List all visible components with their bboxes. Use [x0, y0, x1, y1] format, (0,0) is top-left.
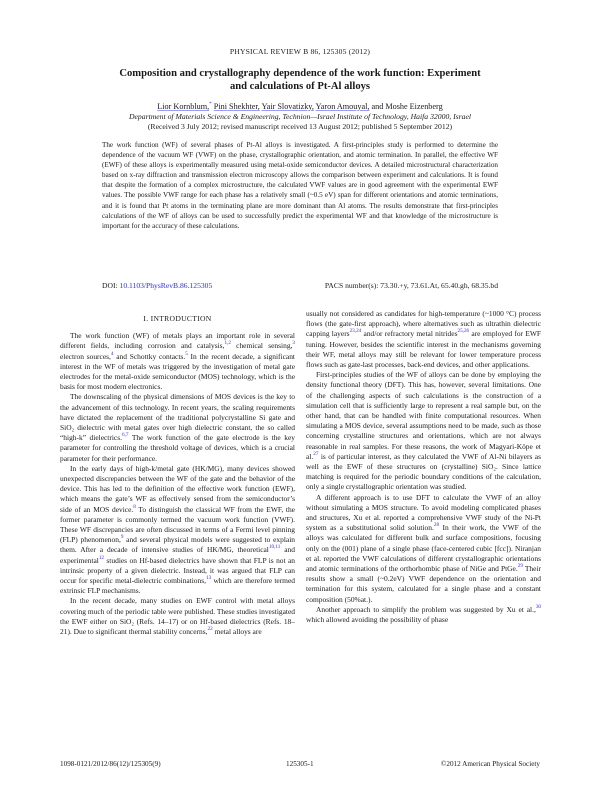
citation[interactable]: 9	[120, 534, 124, 541]
abstract: The work function (WF) of several phases of Pt-Al alloys is investigated. A first-principles study is performed to determine the dependence of the vacuum WF (VWF) on the phase, crystallographic orientation, and atomic termination. In parallel, the effective WF (EWF) of these alloys is experimentally measured using metal-oxide semiconductor devices. A detailed microstructural characterization based on x-ray diffraction and transmission electron microscopy allows the comparison between experiment and calculations. It is found that despite the formation of a complex microstructure, the calculated VWF values are in good agreement with the experimental EWF values. The possible VWF range for each phase has a relatively small (~0.5 eV) span for different orientations and atomic terminations, and it is found that Pt atoms in the terminating plane are more dominant than Al atoms. The results demonstrate that first-principles calculations of the WF of alloys can be used to successfully predict the experimental WF and that knowledge of the microstructure is important for the accuracy of these calculations.	[102, 141, 498, 230]
author-name[interactable]: Pini Shekhter,	[213, 102, 260, 111]
author-name[interactable]: Lior Kornblum,	[157, 102, 210, 111]
copyright: ©2012 American Physical Society	[440, 760, 540, 768]
author-name[interactable]: Yair Slovatizky,	[261, 102, 314, 111]
citation[interactable]: 5	[185, 350, 188, 357]
citation[interactable]: 30	[535, 603, 541, 610]
citation[interactable]: 28	[433, 522, 440, 529]
author-mark[interactable]: *	[209, 101, 212, 107]
citation[interactable]: 29	[517, 563, 523, 570]
doi-link[interactable]: 10.1103/PhysRevB.86.125305	[119, 281, 213, 290]
title-line-2: and calculations of Pt-Al alloys	[229, 81, 371, 92]
paragraph: The work function (WF) of metals plays an important role in several different fields, including corrosion and catalysis,$^{1,2}$ chemical sensing,$^3$ electron sources,$^4$ and Schottky contacts.$^5$ In the recent decade, a significant interest in the WF of metals was triggered by the investigation of metal gate electrodes for the metal-oxide semiconductor (MOS) technology, which is the basis for most modern electronics.	[60, 331, 296, 392]
citation[interactable]: 23,24	[349, 328, 362, 335]
author-list	[40, 102, 560, 112]
author-name: and Moshe Eizenberg	[371, 102, 443, 111]
citation[interactable]: 22	[207, 626, 213, 633]
journal-header: PHYSICAL REVIEW B 86, 125305 (2012)	[229, 47, 371, 56]
paragraph: The downscaling of the physical dimensions of MOS devices is the key to the advancement of this technology. In recent years, the scaling requirements have dictated the replacement of the traditional polycrystalline Si gate and SiO₂ dielectric with metal gates over high dielectric constant, the so called “high-k” dielectrics.$^{6,7}$ The work function of the gate electrode is the key parameter for controlling the threshold voltage of devices, which is a crucial parameter for their performance.	[60, 392, 295, 463]
affiliation: Department of Materials Science & Engineering, Technion—Israel Institute of Technology, Haifa 32000, Israel	[128, 112, 472, 121]
citation[interactable]: 25,26	[457, 328, 470, 335]
received-dates: (Received 3 July 2012; revised manuscript received 13 August 2012; published 5 September 2012)	[147, 122, 453, 131]
citation[interactable]: 27	[313, 450, 319, 457]
left-column	[60, 309, 295, 637]
title-line-1: Composition and crystallography dependence of the work function: Experiment	[119, 68, 481, 79]
paragraph: In the early days of high-k/metal gate (HK/MG), many devices showed unexpected discrepancies between the WF of the gate and the behavior of the device. This has led to the definition of the effective work function (EWF), which means the gate’s WF as effectively sensed from the semiconductor’s side of an MOS device.$^8$ To distinguish the classical WF from the EWF, the former parameter is commonly termed the vacuum work function (VWF). These WF discrepancies are often discussed in terms of a Fermi level pinning (FLP) phenomenon,$^9$ and several physical models were suggested to explain them. After a decade of intensive studies of HK/MG, theoretical$^{10,11}$ and experimental$^{12}$ studies on Hf-based dielectrics have shown that FLP is not an intrinsic property of a given dielectric. Instead, it was argued that FLP can occur for specific metal-dielectric combinations,$^{13}$ which are therefore termed extrinsic FLP mechanisms.	[60, 463, 295, 596]
doi-label: DOI:	[102, 281, 118, 290]
citation[interactable]: 4	[110, 350, 114, 357]
page-number: 125305-1	[286, 760, 314, 768]
paragraph: A different approach is to use DFT to calculate the VWF of an alloy without simulating a MOS structure. To avoid modeling complicated phases and structures, Xu et al. reported a comprehensive VWF study of the Ni-Pt system as a substitutional solid solution.$^{28}$ In their work, the VWF of the alloys was calculated for different bulk and surface compositions, focusing only on the (001) plane of a single phase (face-centered cubic [fcc]). Niranjan et al. reported the VWF calculations of different crystallographic orientations and atomic terminations of the orthorhombic phase of NiGe and PtGe.$^{29}$ Their results show a small (~0.2eV) VWF dependence on the orientation and termination for this system, calculated for a single phase and a constant composition (50%at.).	[306, 492, 541, 604]
paragraph: First-principles studies of the WF of alloys can be done by employing the density functional theory (DFT). This has, however, several limitations. One of the challenging aspects of such calculations is the construction of a simulation cell that is sufficiently large to represent a real sample but, on the other hand, that can be handled with finite computational resources. When simulating a MOS device, several assumptions need to be made, such as those concerning crystalline structures and orientations, which are not always reasonable in real samples. For these reasons, the work of Magyari-Köpe et al.$^{27}$ is of particular interest, as they calculated the VWF of Al-Ni bilayers as well as the EWF of these structures on (crystalline) SiO₂. Since lattice matching is required for the periodic boundary conditions of the calculation, only a single crystallographic orientation was studied.	[306, 370, 541, 492]
author-name[interactable]: Yaron Amouyal,	[315, 102, 370, 111]
doi-line	[102, 281, 212, 290]
citation[interactable]: 3	[292, 340, 296, 347]
pacs-numbers: PACS number(s): 73.30.+y, 73.61.At, 65.40.gh, 68.35.bd	[324, 281, 498, 290]
footer-issn: 1098-0121/2012/86(12)/125305(9)	[60, 760, 161, 768]
paragraph: In the recent decade, many studies on EWF control with metal alloys covering much of the periodic table were published. These studies investigated the EWF either on SiO₂ (Refs. 14–17) or on Hf-based dielectrics (Refs. 18–21). Due to significant thermal stability concerns,$^{22}$ metal alloys are	[60, 596, 295, 637]
citation[interactable]: 12	[98, 554, 105, 561]
paragraph: Another approach to simplify the problem was suggested by Xu et al.,$^{30}$ which allowed avoiding the possibility of phase	[306, 603, 541, 625]
citation[interactable]: 6,7	[121, 432, 129, 439]
paper-title	[60, 67, 540, 93]
citation[interactable]: 8	[133, 503, 136, 510]
citation[interactable]: 13	[205, 575, 212, 582]
section-heading: I. INTRODUCTION	[143, 314, 212, 323]
right-column	[306, 309, 541, 625]
citation[interactable]: 1,2	[224, 340, 231, 347]
paragraph: usually not considered as candidates for high-temperature (~1000 °C) process flows (the gate-first approach), where alternatives such as ultrathin dielectric capping layers$^{23,24}$ and/or refractory metal nitrides$^{25,26}$ are employed for EWF tuning. However, besides the scientific interest in the mechanisms governing their WF, metal alloys may still be relevant for lower temperature process flows such as gate-last processes, back-end devices, and other applications.	[306, 309, 541, 370]
citation[interactable]: 10,11	[268, 544, 281, 551]
